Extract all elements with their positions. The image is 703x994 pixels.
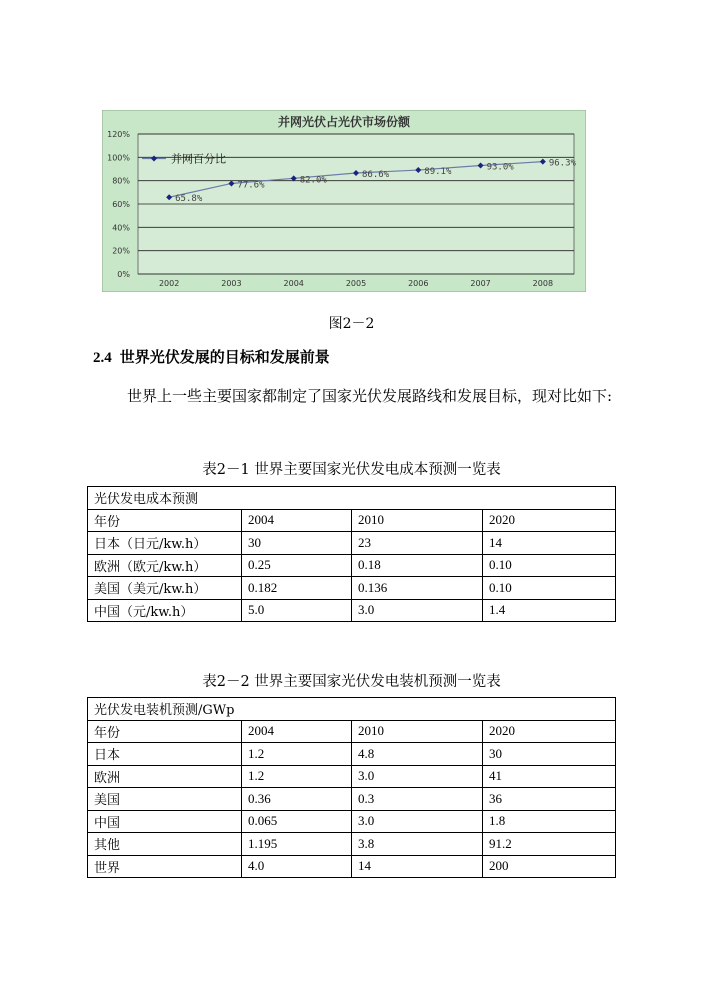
value-cell: 2010 [352, 720, 483, 743]
table-header-row [88, 698, 616, 721]
value-cell: 14 [352, 855, 483, 878]
value-cell: 0.25 [242, 554, 352, 577]
table-row [88, 810, 616, 833]
table-row [88, 833, 616, 856]
value-cell: 91.2 [483, 833, 616, 856]
value-cell: 1.8 [483, 810, 616, 833]
row-label-cell: 世界 [88, 855, 242, 878]
row-label-cell: 日本（日元/kw.h） [88, 532, 242, 555]
value-cell: 0.065 [242, 810, 352, 833]
row-label-cell: 欧洲 [88, 765, 242, 788]
value-cell: 2004 [242, 509, 352, 532]
value-cell: 1.2 [242, 765, 352, 788]
row-label-cell: 中国 [88, 810, 242, 833]
value-cell: 3.8 [352, 833, 483, 856]
data-label: 82.0% [299, 175, 327, 186]
table-row [88, 554, 616, 577]
capacity-forecast-table [87, 697, 616, 878]
x-tick-label: 2002 [158, 279, 180, 288]
value-cell: 5.0 [242, 599, 352, 622]
row-label-cell: 美国 [88, 788, 242, 811]
data-label: 93.0% [486, 162, 514, 173]
table-header-row [88, 487, 616, 510]
value-cell: 2004 [242, 720, 352, 743]
section-heading [93, 346, 330, 367]
row-label-cell: 年份 [88, 720, 242, 743]
y-tick-label: 60% [112, 200, 130, 209]
value-cell: 0.36 [242, 788, 352, 811]
value-cell: 4.8 [352, 743, 483, 766]
value-cell: 2010 [352, 509, 483, 532]
value-cell: 3.0 [352, 599, 483, 622]
table1-title: 表2－1 世界主要国家光伏发电成本预测一览表 [202, 462, 501, 478]
chart-plot-area [107, 130, 576, 288]
data-label: 96.3% [548, 158, 576, 169]
y-tick-label: 80% [112, 176, 130, 186]
table-row [88, 788, 616, 811]
y-tick-label: 120% [107, 130, 130, 139]
value-cell: 0.3 [352, 788, 483, 811]
x-tick-label: 2005 [345, 279, 367, 288]
table-row [88, 743, 616, 766]
value-cell: 30 [483, 743, 616, 766]
x-tick-label: 2003 [221, 279, 242, 288]
table-header-cell: 光伏发电成本预测 [88, 487, 616, 510]
market-share-chart [102, 110, 586, 292]
table-row [88, 532, 616, 555]
table-row [88, 720, 616, 743]
value-cell: 23 [352, 532, 483, 555]
y-tick-label: 40% [112, 223, 130, 233]
data-label: 65.8% [175, 194, 203, 205]
section-number: 2.4 [93, 350, 112, 366]
x-tick-label: 2008 [532, 279, 554, 288]
row-label-cell: 中国（元/kw.h） [88, 599, 242, 622]
y-tick-label: 100% [107, 153, 130, 163]
value-cell: 30 [242, 532, 352, 555]
data-label: 89.1% [424, 167, 452, 178]
x-tick-label: 2004 [283, 279, 304, 288]
table-row [88, 765, 616, 788]
table-row [88, 577, 616, 600]
row-label-cell: 欧洲（欧元/kw.h） [88, 554, 242, 577]
value-cell: 0.182 [242, 577, 352, 600]
legend-label: 并网百分比 [171, 152, 226, 166]
value-cell: 4.0 [242, 855, 352, 878]
chart-title: 并网光伏占光伏市场份额 [277, 115, 411, 129]
x-tick-label: 2006 [408, 279, 429, 288]
row-label-cell: 年份 [88, 509, 242, 532]
table-row [88, 855, 616, 878]
figure-caption: 图2－2 [328, 316, 375, 332]
value-cell: 36 [483, 788, 616, 811]
value-cell: 0.10 [483, 554, 616, 577]
value-cell: 0.18 [352, 554, 483, 577]
table-row [88, 599, 616, 622]
y-tick-label: 20% [112, 246, 130, 256]
value-cell: 3.0 [352, 765, 483, 788]
value-cell: 14 [483, 532, 616, 555]
value-cell: 200 [483, 855, 616, 878]
row-label-cell: 其他 [88, 833, 242, 856]
row-label-cell: 日本 [88, 743, 242, 766]
value-cell: 1.195 [242, 833, 352, 856]
table2-title: 表2－2 世界主要国家光伏发电装机预测一览表 [202, 674, 501, 690]
value-cell: 3.0 [352, 810, 483, 833]
chart-svg [102, 110, 586, 292]
value-cell: 0.136 [352, 577, 483, 600]
value-cell: 0.10 [483, 577, 616, 600]
cost-forecast-table [87, 486, 616, 622]
data-label: 86.6% [362, 169, 390, 180]
value-cell: 41 [483, 765, 616, 788]
row-label-cell: 美国（美元/kw.h） [88, 577, 242, 600]
value-cell: 2020 [483, 720, 616, 743]
y-tick-label: 0% [117, 270, 130, 279]
value-cell: 2020 [483, 509, 616, 532]
table-row [88, 509, 616, 532]
x-tick-label: 2007 [470, 279, 491, 288]
value-cell: 1.4 [483, 599, 616, 622]
intro-paragraph: 世界上一些主要国家都制定了国家光伏发展路线和发展目标，现对比如下: [127, 387, 613, 405]
data-label: 77.6% [237, 180, 265, 191]
section-title: 世界光伏发展的目标和发展前景 [119, 348, 330, 366]
table-header-cell: 光伏发电装机预测/GWp [88, 698, 616, 721]
value-cell: 1.2 [242, 743, 352, 766]
